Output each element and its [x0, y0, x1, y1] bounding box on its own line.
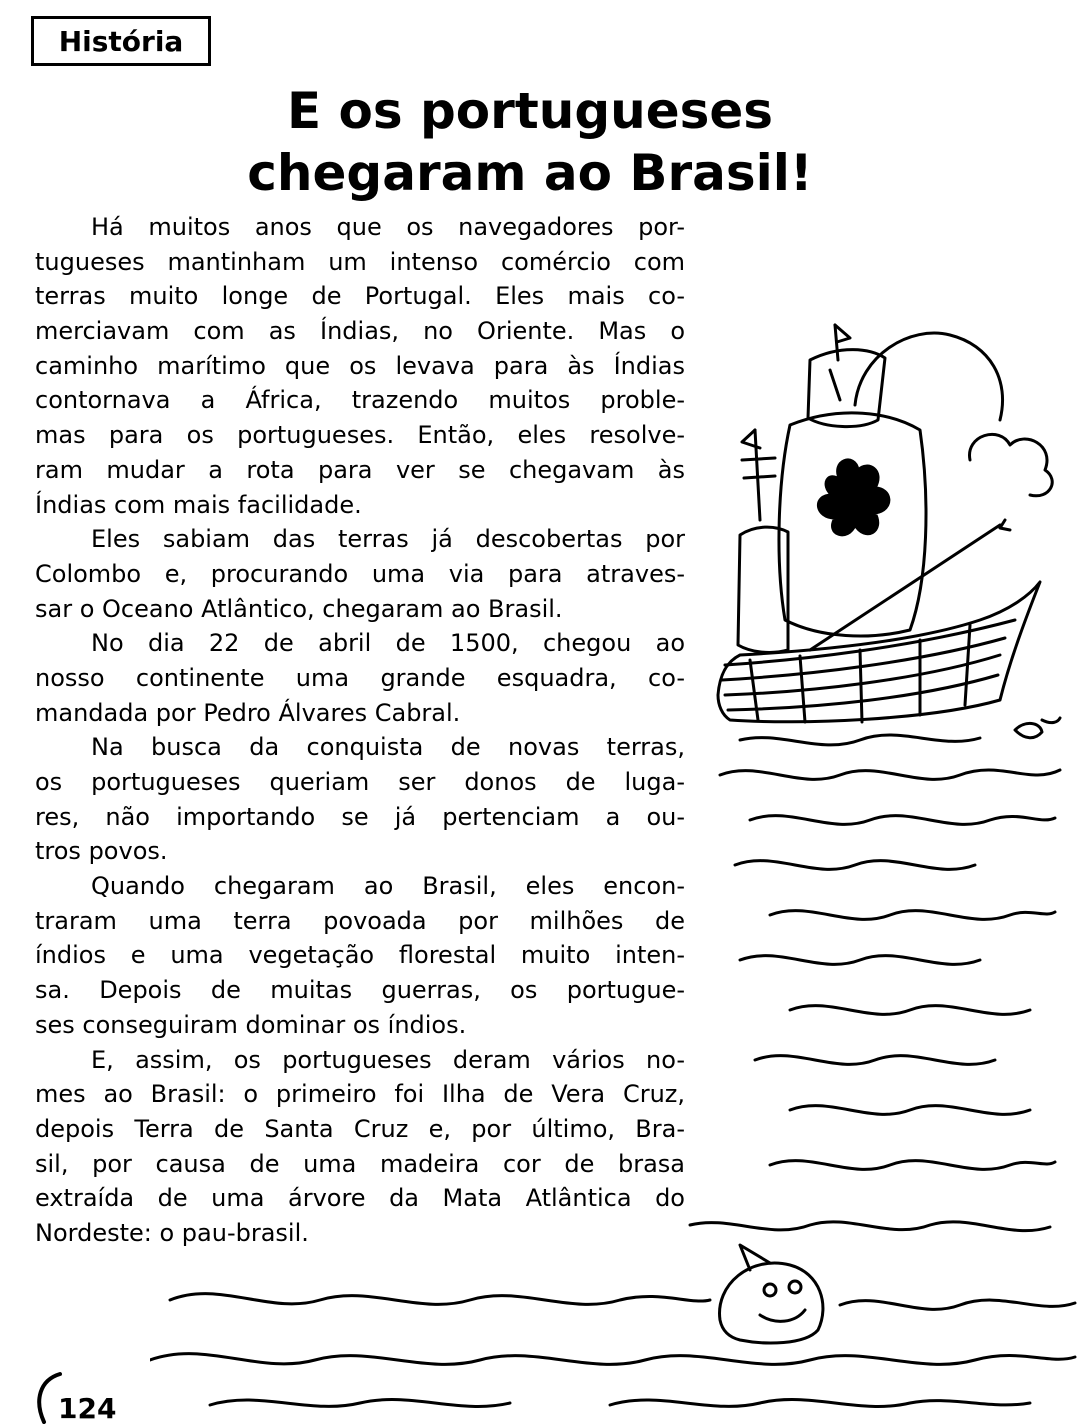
bottom-waves-icon	[150, 1222, 1075, 1407]
text-line: caminho marítimo que os levava para às Índias	[35, 351, 685, 380]
bottom-sea-illustration	[150, 1215, 1080, 1415]
text-line: extraída de uma árvore da Mata Atlântica do	[35, 1184, 685, 1213]
text-line: ses conseguiram dominar os índios.	[35, 1010, 467, 1039]
text-line: nosso continente uma grande esquadra, co-	[35, 663, 685, 692]
sea-waves-icon	[720, 735, 1060, 1169]
page-title	[160, 80, 900, 204]
dolphin-icon	[720, 1245, 823, 1343]
text-line: E, assim, os portugueses deram vários no-	[91, 1045, 685, 1074]
text-line: mes ao Brasil: o primeiro foi Ilha de Vera Cruz,	[35, 1080, 685, 1109]
text-line: res, não importando se já pertenciam a ou-	[35, 802, 685, 831]
text-line: ram mudar a rota para ver se chegavam às	[35, 455, 685, 484]
page-number-badge	[30, 1370, 120, 1424]
text-line: Há muitos anos que os navegadores por-	[91, 213, 685, 241]
text-line: mas para os portugueses. Então, eles resolve-	[35, 421, 685, 450]
article-text	[35, 210, 685, 1251]
text-line: Colombo e, procurando uma via para atraves-	[35, 559, 685, 588]
text-line: depois Terra de Santa Cruz e, por último, Bra-	[35, 1114, 685, 1143]
text-line: terras muito longe de Portugal. Eles mais co-	[35, 282, 685, 311]
text-line: contornava a África, trazendo muitos proble-	[35, 386, 685, 415]
text-line: os portugueses queriam ser donos de luga-	[35, 768, 685, 796]
text-line: Quando chegaram ao Brasil, eles encon-	[91, 872, 685, 901]
text-line: sar o Oceano Atlântico, chegaram ao Brasil.	[35, 594, 563, 623]
subject-label: História	[58, 24, 184, 58]
text-line: Na busca da conquista de novas terras,	[91, 733, 685, 762]
text-line: Eles sabiam das terras já descobertas por	[91, 525, 685, 554]
title-line-2: chegaram ao Brasil!	[247, 144, 813, 202]
text-line: merciavam com as Índias, no Oriente. Mas o	[35, 317, 685, 346]
text-line: No dia 22 de abril de 1500, chegou ao	[91, 629, 685, 658]
small-fish-icon	[1015, 718, 1060, 738]
text-line: sa. Depois de muitas guerras, os portugue-	[35, 976, 685, 1005]
text-line: tugueses mantinham um intenso comércio com	[35, 247, 685, 276]
caravel-illustration	[680, 320, 1080, 1330]
sun-icon	[855, 333, 1003, 420]
text-line: índios e uma vegetação florestal muito inten-	[35, 941, 685, 970]
ship-icon	[718, 325, 1040, 722]
subject-label-box	[31, 16, 211, 66]
text-line: traram uma terra povoada por milhões de	[35, 906, 685, 935]
text-line: Índias com mais facilidade.	[35, 490, 362, 519]
page-number: 124	[58, 1392, 117, 1425]
text-line: mandada por Pedro Álvares Cabral.	[35, 698, 461, 727]
cloud-icon	[970, 434, 1053, 495]
text-line: Nordeste: o pau-brasil.	[35, 1218, 309, 1247]
title-line-1: E os portugueses	[286, 82, 774, 140]
text-line: tros povos.	[35, 837, 168, 866]
text-line: sil, por causa de uma madeira cor de brasa	[35, 1149, 685, 1178]
